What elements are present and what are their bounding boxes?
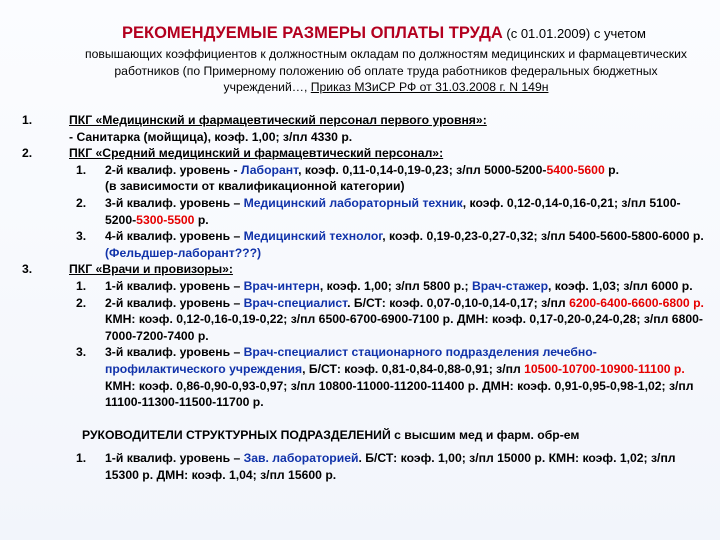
role-trainee: Врач-стажер <box>471 278 549 293</box>
page-subtitle: повышающих коэффициентов к должностным окладам по должностям медицинских и фармацевтических работников (по Примерному положению об оплате труда работников федеральных бюджетных учреждений…, Приказ МЗиСР РФ от 31.03.2008 г. N 149н <box>84 47 687 94</box>
list-item-pkg-3: 3. ПКГ «Врачи и провизоры»: <box>0 261 720 278</box>
role-hospital-specialist: Врач-специалист стационарного подразделения лечебно-профилактического учреждения <box>105 345 597 376</box>
role-specialist: Врач-специалист <box>243 295 348 310</box>
order-link[interactable]: Приказ МЗиСР РФ от 31.03.2008 г. N 149н <box>310 80 549 94</box>
role-lab-head: Зав. лабораторией <box>243 451 359 465</box>
role-intern: Врач-интерн <box>243 278 320 293</box>
role-feldsher-note: (Фельдшер-лаборант???) <box>105 245 262 260</box>
list-item-pkg-3-1: 1. 1-й квалиф. уровень – Врач-интерн, коэф. 1,00; з/пл 5800 р.; Врач-стажер, коэф. 1,03; з/пл 6000 р. <box>76 278 693 293</box>
pkg-1-title: ПКГ «Медицинский и фармацевтический персонал первого уровня»: <box>69 113 487 127</box>
list-item-pkg-2-1: 1. 2-й квалиф. уровень - Лаборант, коэф. 0,11-0,14-0,19-0,23; з/пл 5000-5200-5400-5600 р. (в зависимости от квалификационной категории) <box>76 162 619 194</box>
qualification-note: (в зависимости от квалификационной категории) <box>105 179 405 194</box>
list-item-pkg-2-2: 2. 3-й квалиф. уровень – Медицинский лабораторный техник, коэф. 0,12-0,14-0,16-0,21; з/пл 5100-5200-5300-5500 р. <box>76 195 681 227</box>
list-item-pkg-3-3: 3. 3-й квалиф. уровень – Врач-специалист стационарного подразделения лечебно-профилактического учреждения, Б/СТ: коэф. 0,81-0,84-0,88-0,91; з/пл 10500-10700-10900-11100 р. КМН: коэф. 0,86-0,90-0,93-0,97; з/пл 10800-11000-11200-11400 р. ДМН: коэф. 0,91-0,95-0,98-1,02; з/пл 11100-11300-11500-11700 р. <box>76 345 694 410</box>
role-med-technologist: Медицинский технолог <box>243 229 383 244</box>
title-date: 01.01.2009 <box>520 26 586 41</box>
salary-highlight: 10500-10700-10900-11100 р. <box>524 361 685 376</box>
section-heads-list <box>0 450 720 483</box>
list-item-pkg-3-2: 2. 2-й квалиф. уровень – Врач-специалист. Б/СТ: коэф. 0,07-0,10-0,14-0,17; з/пл 6200-6400-6600-6800 р. КМН: коэф. 0,12-0,16-0,19-0,22; з/пл 6500-6700-6900-7100 р. ДМН: коэф. 0,17-0,20-0,24-0,28; з/пл 6800-7000-7200-7400 р. <box>76 295 704 343</box>
list-item-pkg-1: 1. ПКГ «Медицинский и фармацевтический персонал первого уровня»: - Санитарка (мойщица), коэф. 1,00; з/пл 4330 р. <box>0 112 720 145</box>
role-laborant: Лаборант <box>240 162 299 177</box>
salary-highlight: 5300-5500 <box>136 212 195 227</box>
title-suffix: (с 01.01.2009) с учетом <box>502 26 646 41</box>
role-lab-technician: Медицинский лабораторный техник <box>243 195 463 210</box>
pkg-2-title: ПКГ «Средний медицинский и фармацевтический персонал»: <box>69 146 444 161</box>
salary-highlight: 6200-6400-6600-6800 р. <box>569 295 704 310</box>
pkg-1-line: - Санитарка (мойщица), коэф. 1,00; з/пл 4330 р. <box>69 129 353 144</box>
list-item-pkg-2-3: 3. 4-й квалиф. уровень – Медицинский технолог, коэф. 0,19-0,23-0,27-0,32; з/пл 5400-5600-5800-6000 р. (Фельдшер-лаборант???) <box>76 229 704 260</box>
pkg-list <box>0 112 720 411</box>
page-title: РЕКОМЕНДУЕМЫЕ РАЗМЕРЫ ОПЛАТЫ ТРУДА (с 01.01.2009) с учетом <box>122 24 646 42</box>
salary-highlight: 5400-5600 <box>546 162 605 177</box>
section-heads-title: РУКОВОДИТЕЛИ СТРУКТУРНЫХ ПОДРАЗДЕЛЕНИЙ с высшим мед и фарм. обр-ем <box>82 428 580 442</box>
list-item-pkg-2: 2. ПКГ «Средний медицинский и фармацевтический персонал»: <box>0 145 720 162</box>
pkg-3-title: ПКГ «Врачи и провизоры»: <box>69 262 233 277</box>
list-item-head-1: 1. 1-й квалиф. уровень – Зав. лабораторией. Б/СТ: коэф. 1,00; з/пл 15000 р. КМН: коэф. 1,02; з/пл 15300 р. ДМН: коэф. 1,04; з/пл 15600 р. <box>76 451 676 482</box>
